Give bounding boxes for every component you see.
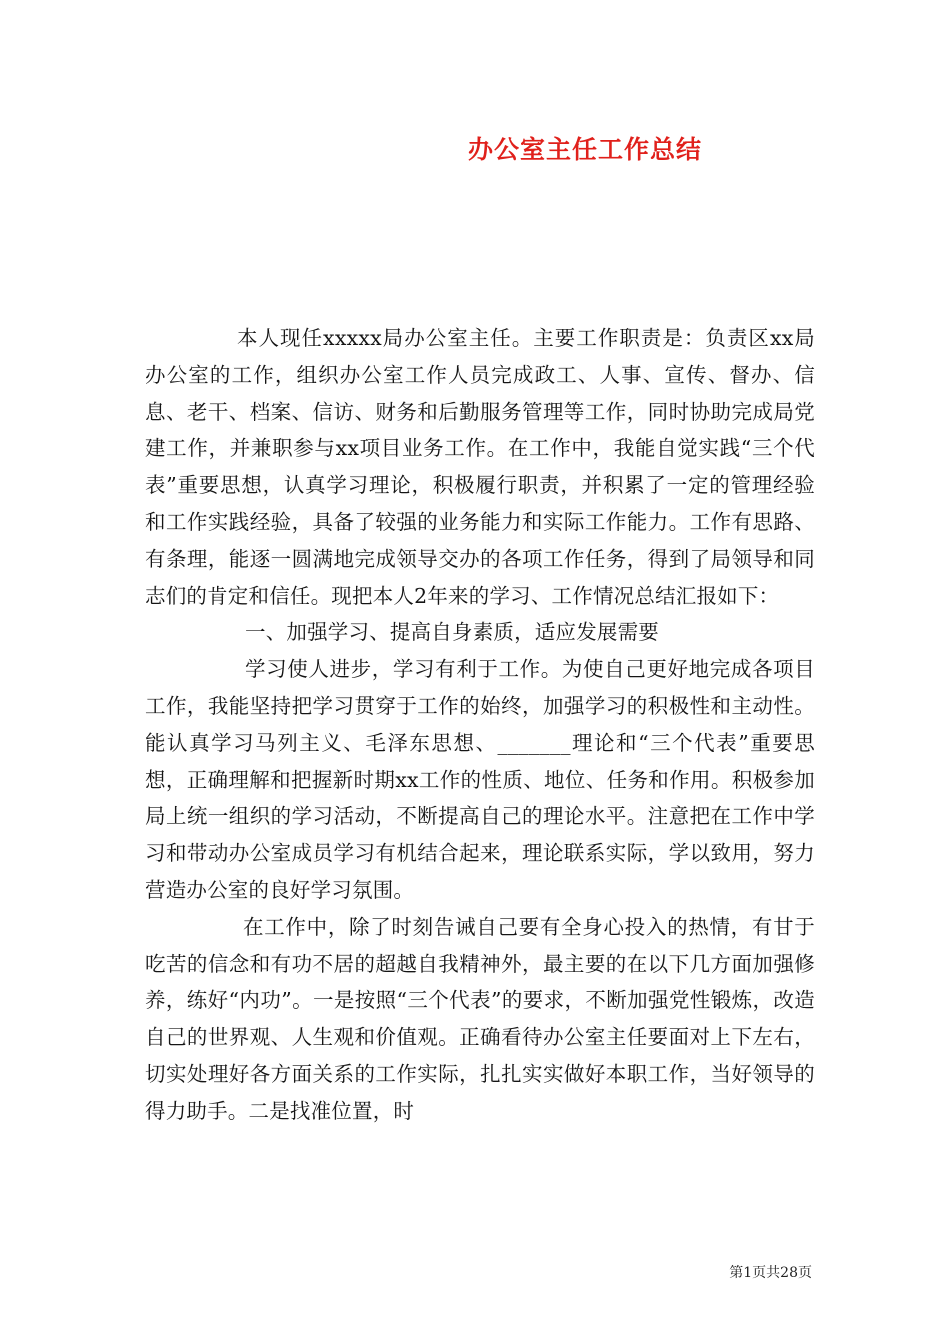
paragraph-study: 学习使人进步，学习有利于工作。为使自己更好地完成各项目工作，我能坚持把学习贯穿于工作的始终，加强学习的积极性和主动性。能认真学习马列主义、毛泽东思想、_______理论和“三个代表”重要思想，正确理解和把握新时期xx工作的性质、地位、任务和作用。积极参加局上统一组织的学习活动，不断提高自己的理论水平。注意把在工作中学习和带动办公室成员学习有机结合起来，理论联系实际，学以致用，努力营造办公室的良好学习氛围。 bbox=[145, 657, 815, 902]
section-heading-1: 一、加强学习、提高自身素质，适应发展需要 bbox=[245, 620, 659, 645]
paragraph-intro: 本人现任xxxxx局办公室主任。主要工作职责是：负责区xx局办公室的工作，组织办公室工作人员完成政工、人事、宣传、督办、信息、老干、档案、信访、财务和后勤服务管理等工作，同时协助完成局党建工作，并兼职参与xx项目业务工作。在工作中，我能自觉实践“三个代表”重要思想，认真学习理论，积极履行职责，并积累了一定的管理经验和工作实践经验，具备了较强的业务能力和实际工作能力。工作有思路、有条理，能逐一圆满地完成领导交办的各项工作任务，得到了局领导和同志们的肯定和信任。现把本人2年来的学习、工作情况总结汇报如下： bbox=[145, 326, 815, 608]
page-number: 第1页共28页 bbox=[729, 1265, 812, 1281]
document-title: 办公室主任工作总结 bbox=[467, 135, 702, 164]
paragraph-work: 在工作中，除了时刻告诫自己要有全身心投入的热情，有甘于吃苦的信念和有功不居的超越自我精神外，最主要的在以下几方面加强修养，练好“内功”。一是按照“三个代表”的要求，不断加强党性锻炼，改造自己的世界观、人生观和价值观。正确看待办公室主任要面对上下左右，切实处理好各方面关系的工作实际，扎扎实实做好本职工作，当好领导的得力助手。二是找准位置，时 bbox=[145, 914, 815, 1123]
document-body bbox=[145, 320, 815, 1130]
